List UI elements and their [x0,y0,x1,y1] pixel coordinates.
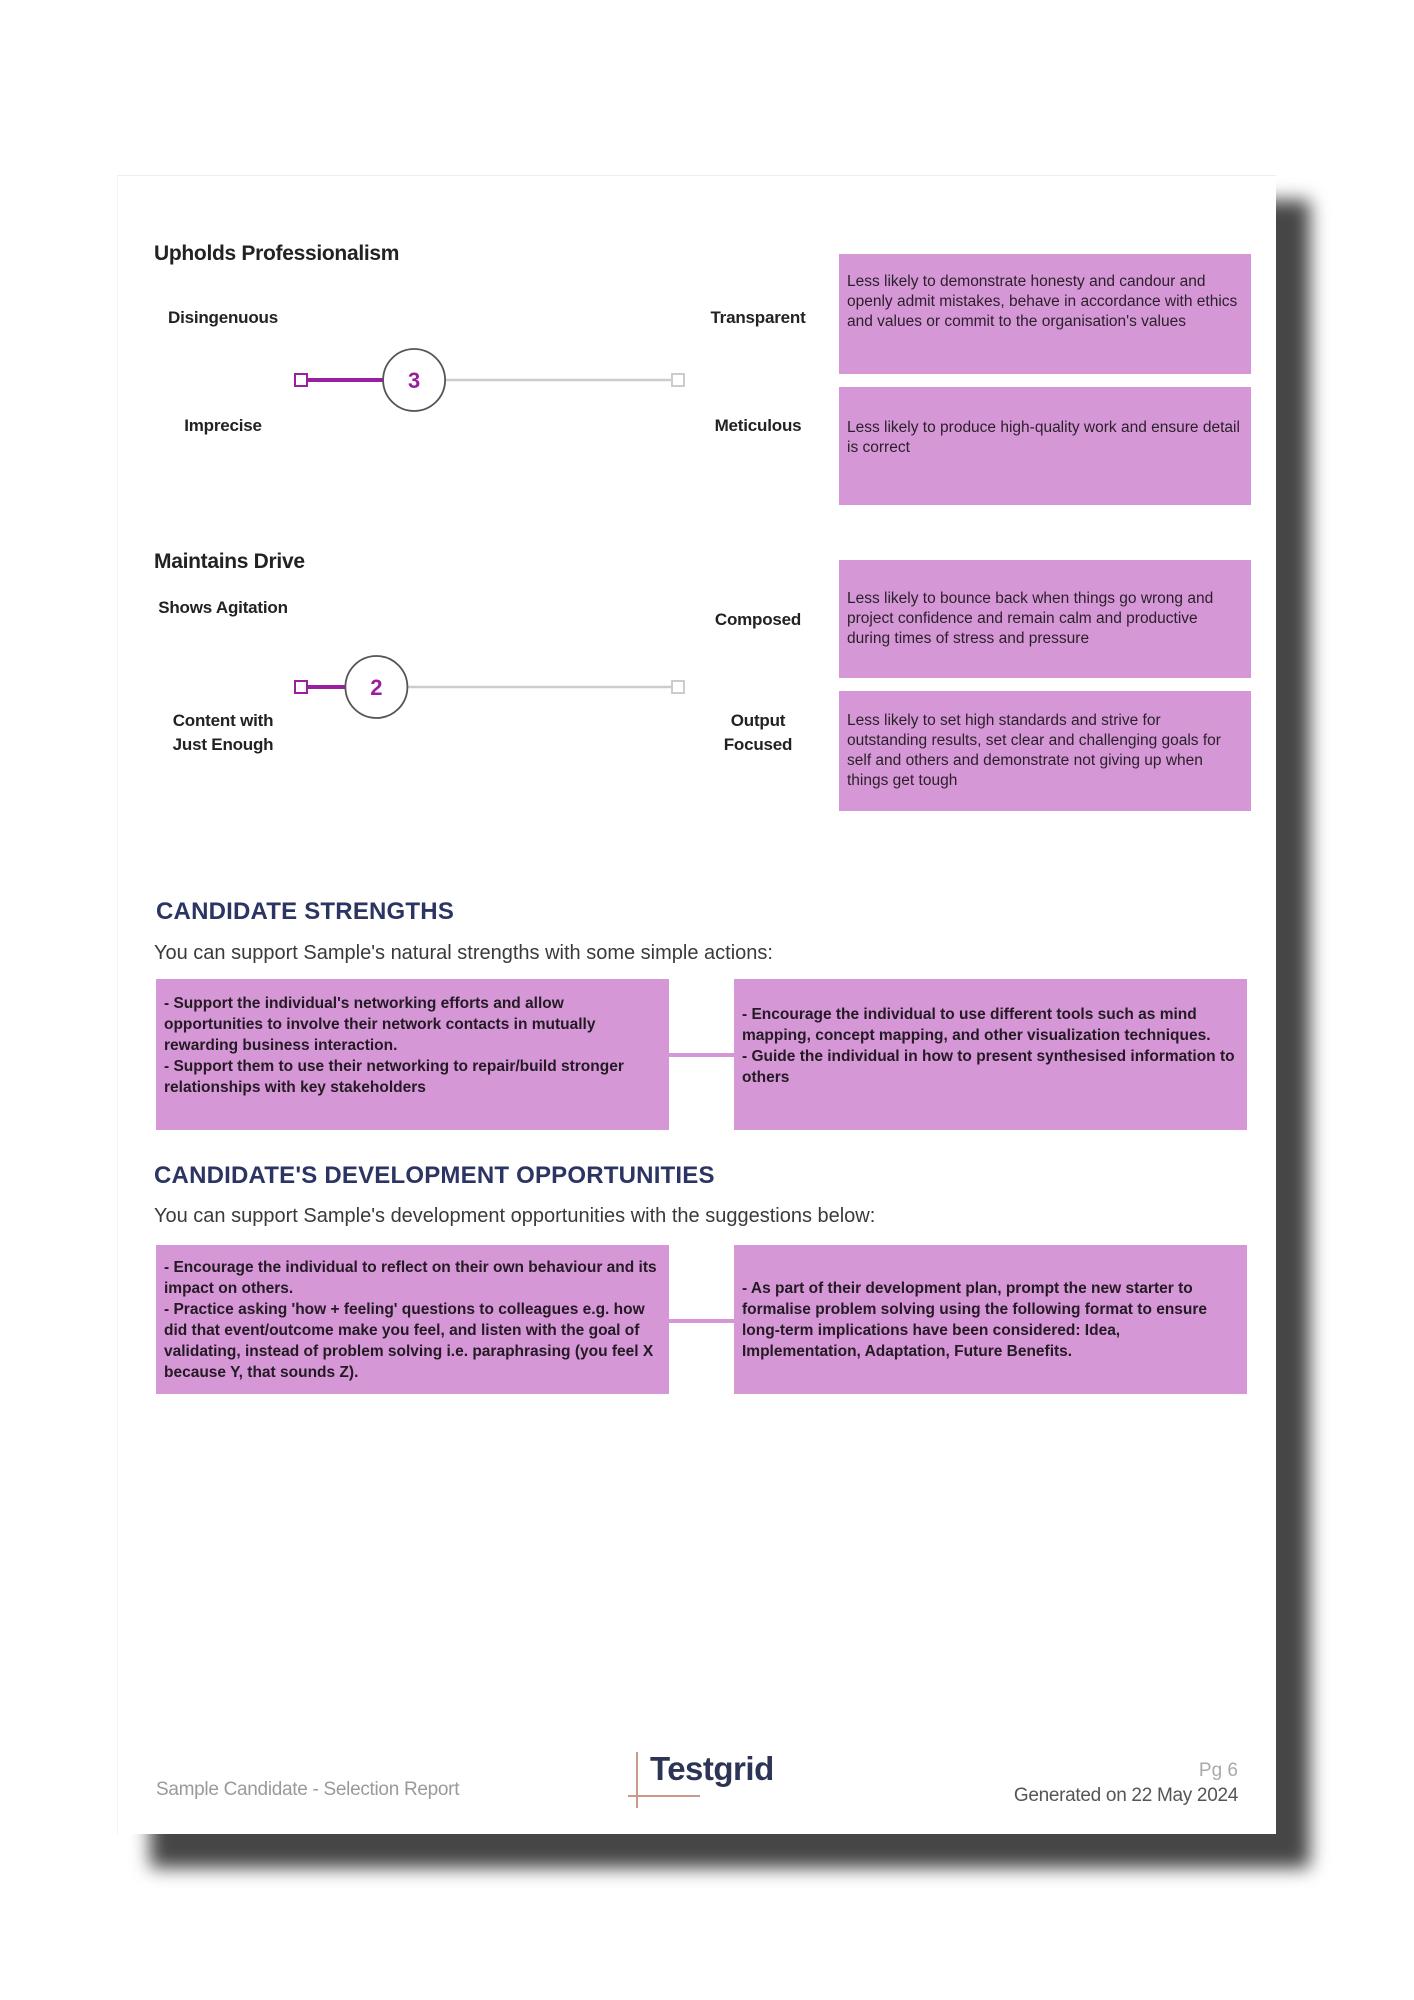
slider-graphic [293,647,703,727]
scale-description: Less likely to produce high-quality work and ensure detail is correct [839,387,1251,505]
generated-date: Generated on 22 May 2024 [1013,1785,1238,1806]
development-action-box: - As part of their development plan, prompt the new starter to formalise problem solving using the following format to ensure long-term implications have been considered: Idea, Implementation, Adaptation, Future Benefits. [734,1245,1247,1394]
footer-report-label: Sample Candidate - Selection Report [156,1779,460,1800]
score-slider-upholds-professionalism [293,340,703,420]
logo-vertical-line [636,1752,638,1808]
slider-graphic [293,340,703,420]
report-page [117,175,1276,1834]
strengths-intro: You can support Sample's natural strengths with some simple actions: [154,942,773,964]
left-pole-label: Disingenuous [168,308,278,327]
testgrid-logo [626,1750,786,1814]
logo-horizontal-line [628,1795,700,1797]
strengths-heading: CANDIDATE STRENGTHS [156,898,455,925]
logo-text: Testgrid [650,1750,774,1787]
strength-action-box: - Encourage the individual to use different tools such as mind mapping, concept mapping, and other visualization techniques. - Guide the individual in how to present synthesised information to others [734,979,1247,1130]
right-pole-label: Output Focused [723,711,793,754]
strength-action-box: - Support the individual's networking efforts and allow opportunities to involve their network contacts in mutually rewarding business interaction. - Support them to use their networking to repair/build stronger relationships with key stakeholders [156,979,669,1130]
right-pole-label: Meticulous [714,416,802,435]
score-value: 3 [407,368,421,393]
development-intro: You can support Sample's development opportunities with the suggestions below: [154,1205,876,1227]
competency-title-maintains-drive: Maintains Drive [154,550,305,573]
score-value: 2 [370,675,383,700]
right-pole-label: Transparent [710,308,806,327]
scale-description: Less likely to set high standards and strive for outstanding results, set clear and challenging goals for self and others and demonstrate not giving up when things get tough [839,691,1251,811]
right-pole-label: Composed [714,610,802,629]
left-pole-label: Content with Just Enough [172,711,274,754]
slider-end-marker [672,374,684,386]
left-pole-label: Imprecise [184,416,262,435]
slider-start-marker [295,374,307,386]
slider-end-marker [672,681,684,693]
scale-description: Less likely to bounce back when things go wrong and project confidence and remain calm and productive during times of stress and pressure [839,560,1251,678]
page-number: Pg 6 [1198,1760,1238,1781]
development-heading: CANDIDATE'S DEVELOPMENT OPPORTUNITIES [154,1162,715,1189]
development-action-box: - Encourage the individual to reflect on their own behaviour and its impact on others. - Practice asking 'how + feeling' questions to colleagues e.g. how did that event/outcome make you feel, and listen with the goal of validating, instead of problem solving i.e. paraphrasing (you feel X because Y, that sounds Z). [156,1245,669,1394]
slider-start-marker [295,681,307,693]
scale-description: Less likely to demonstrate honesty and candour and openly admit mistakes, behave in accordance with ethics and values or commit to the organisation's values [839,254,1251,374]
strength-connector [669,1053,734,1057]
development-connector [669,1319,734,1323]
left-pole-label: Shows Agitation [158,598,288,617]
score-slider-maintains-drive [293,647,703,727]
competency-title-upholds-professionalism: Upholds Professionalism [154,242,400,265]
